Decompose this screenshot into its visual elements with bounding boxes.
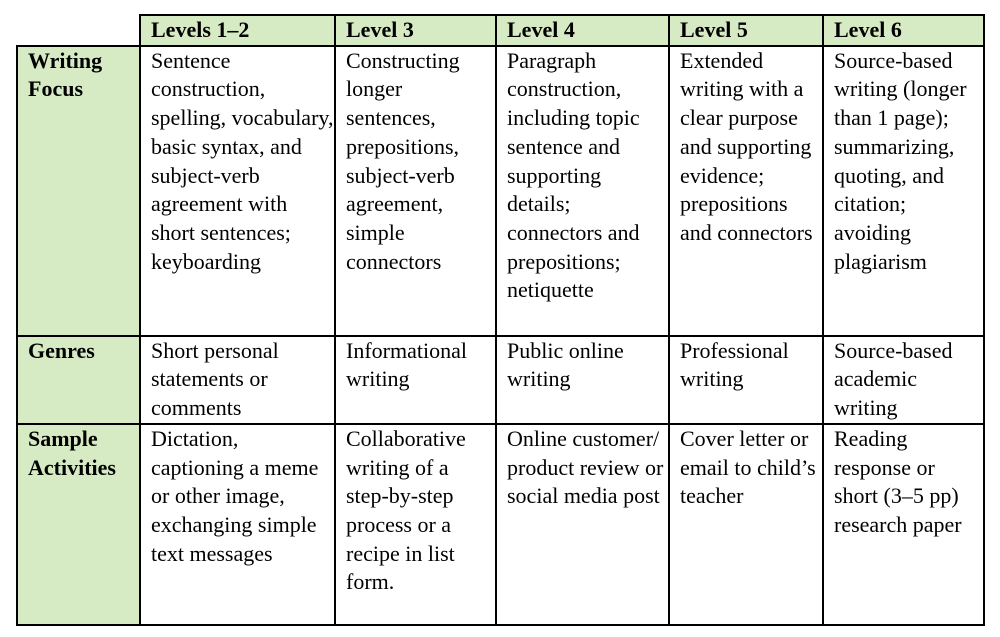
column-header-level-4: Level 4: [496, 15, 669, 46]
table-row-genres: [17, 336, 984, 424]
table-cell: Short personal statements or comments: [140, 336, 335, 424]
row-label-writing-focus: Writing Focus: [17, 46, 140, 336]
table-row-writing-focus: [17, 46, 984, 336]
table-cell: Source-based writing (longer than 1 page); summarizing, quoting, and citation; avoiding plagiarism: [823, 46, 984, 336]
table-cell: Extended writing with a clear purpose and supporting evidence; prepositions and connectors: [669, 46, 823, 336]
table-cell: Online customer/ product review or social media post: [496, 424, 669, 625]
column-header-level-6: Level 6: [823, 15, 984, 46]
table-cell: Cover letter or email to child’s teacher: [669, 424, 823, 625]
table-cell: Source-based academic writing: [823, 336, 984, 424]
corner-cell: [17, 15, 140, 46]
table-cell: Informational writing: [335, 336, 496, 424]
table-cell: Reading response or short (3–5 pp) research paper: [823, 424, 984, 625]
column-header-level-5: Level 5: [669, 15, 823, 46]
header-row: [17, 15, 984, 46]
table-cell: Constructing longer sentences, prepositions, subject-verb agreement, simple connectors: [335, 46, 496, 336]
table-row-sample-activities: [17, 424, 984, 625]
row-label-sample-activities: Sample Activities: [17, 424, 140, 625]
table-cell: Paragraph construction, including topic sentence and supporting details; connectors and prepositions; netiquette: [496, 46, 669, 336]
table-cell: Sentence construction, spelling, vocabulary, basic syntax, and subject-verb agreement with short sentences; keyboarding: [140, 46, 335, 336]
table-cell: Public online writing: [496, 336, 669, 424]
column-header-level-3: Level 3: [335, 15, 496, 46]
row-label-genres: Genres: [17, 336, 140, 424]
table-cell: Dictation, captioning a meme or other image, exchanging simple text messages: [140, 424, 335, 625]
writing-levels-table: [16, 14, 985, 626]
table-cell: Professional writing: [669, 336, 823, 424]
table-cell: Collaborative writing of a step-by-step process or a recipe in list form.: [335, 424, 496, 625]
column-header-levels-1-2: Levels 1–2: [140, 15, 335, 46]
